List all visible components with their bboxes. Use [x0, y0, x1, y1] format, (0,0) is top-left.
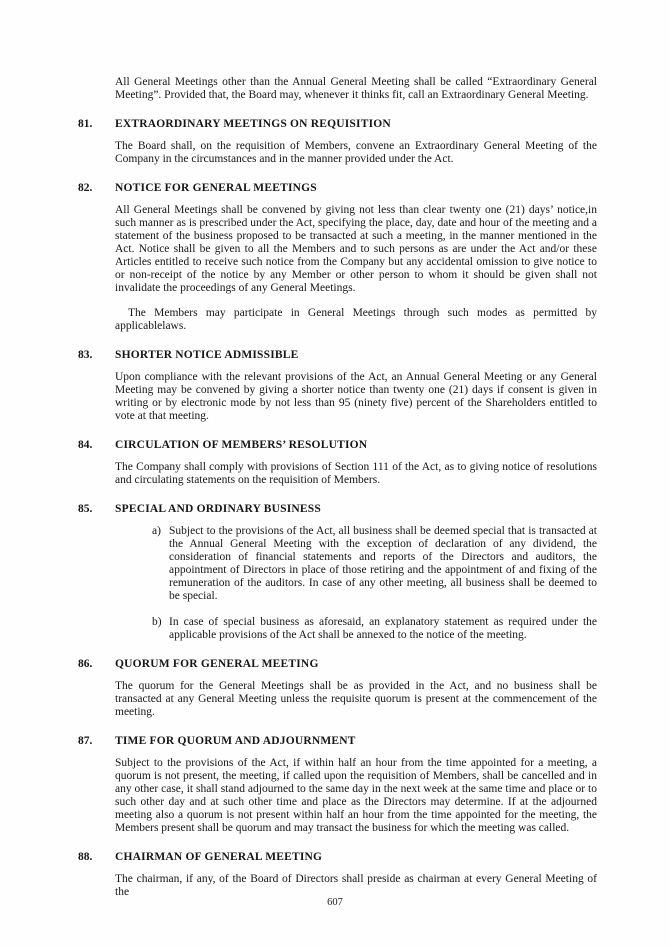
section-content	[115, 735, 597, 835]
section-number: 85.	[78, 503, 93, 515]
section-paragraph: The chairman, if any, of the Board of Directors shall preside as chairman at every General Meeting of the	[115, 873, 597, 898]
section-paragraph: The Company shall comply with provisions of Section 111 of the Act, as to giving notice of resolutions and circulating statements on the requisition of Members.	[115, 461, 597, 486]
section-87	[78, 735, 597, 835]
section-88	[78, 851, 597, 899]
section-81	[78, 118, 597, 166]
section-content	[115, 182, 597, 333]
section-heading: EXTRAORDINARY MEETINGS ON REQUISITION	[115, 118, 391, 130]
section-83	[78, 349, 597, 423]
section-paragraph: The Members may participate in General Meetings through such modes as permitted by applicablelaws.	[115, 307, 597, 332]
section-heading: QUORUM FOR GENERAL MEETING	[115, 658, 319, 670]
section-86	[78, 658, 597, 719]
list-item-text: Subject to the provisions of the Act, all business shall be deemed special that is transacted at the Annual General Meeting with the exception of declaration of any dividend, the consideration of financial statements and reports of the Directors and auditors, the appointment of Directors in place of those retiring and the appointment of and fixing of the remuneration of the auditors. In case of any other meeting, all business shall be deemed to be special.	[169, 525, 597, 602]
list-item-text: In case of special business as aforesaid, an explanatory statement as required under the applicable provisions of the Act shall be annexed to the notice of the meeting.	[169, 616, 597, 641]
section-paragraph: Upon compliance with the relevant provisions of the Act, an Annual General Meeting or any General Meeting may be convened by giving a shorter notice than twenty one (21) days if consent is given in writing or by electronic mode by not less than 95 (ninety five) percent of the Shareholders entitled to vote at that meeting.	[115, 371, 597, 422]
section-paragraph: All General Meetings shall be convened by giving not less than clear twenty one (21) days’ notice,in such manner as is prescribed under the Act, specifying the place, day, date and hour of the meeting and a statement of the business proposed to be transacted at such a meeting, in the manner mentioned in the Act. Notice shall be given to all the Members and to such persons as are under the Act and/or these Articles entitled to receive such notice from the Company but any accidental omission to give notice to or non-receipt of the notice by any Member or other person to whom it should be given shall not invalidate the proceedings of any General Meetings.	[115, 204, 597, 294]
section-heading: NOTICE FOR GENERAL MEETINGS	[115, 182, 317, 194]
list-item-a	[115, 525, 597, 603]
section-paragraph: The quorum for the General Meetings shall be as provided in the Act, and no business shall be transacted at any General Meeting unless the requisite quorum is present at the commencement of the meeting.	[115, 680, 597, 718]
section-number: 81.	[78, 118, 93, 130]
section-number: 83.	[78, 349, 93, 361]
section-content	[115, 503, 597, 642]
section-heading: TIME FOR QUORUM AND ADJOURNMENT	[115, 735, 356, 747]
section-heading: CIRCULATION OF MEMBERS’ RESOLUTION	[115, 439, 368, 451]
section-85	[78, 503, 597, 642]
section-content	[115, 658, 597, 719]
section-number: 86.	[78, 658, 93, 670]
section-content	[115, 851, 597, 899]
section-84	[78, 439, 597, 487]
section-heading: SHORTER NOTICE ADMISSIBLE	[115, 349, 299, 361]
intro-paragraph: All General Meetings other than the Annual General Meeting shall be called “Extraordinary General Meeting”. Provided that, the Board may, whenever it thinks fit, call an Extraordinary General Meeting.	[115, 76, 597, 101]
section-number: 88.	[78, 851, 93, 863]
page-number: 607	[327, 897, 343, 908]
list-item-b	[115, 616, 597, 642]
section-content	[115, 349, 597, 423]
section-number: 82.	[78, 182, 93, 194]
section-content	[115, 439, 597, 487]
section-heading: CHAIRMAN OF GENERAL MEETING	[115, 851, 323, 863]
section-82	[78, 182, 597, 333]
section-paragraph: Subject to the provisions of the Act, if within half an hour from the time appointed for a meeting, a quorum is not present, the meeting, if called upon the requisition of Members, shall be cancelled and in any other case, it shall stand adjourned to the same day in the next week at the same time and place or to such other day and at such other time and place as the Directors may determine. If at the adjourned meeting also a quorum is not present within half an hour from the time appointed for the meeting, the Members present shall be quorum and may transact the business for which the meeting was called.	[115, 757, 597, 834]
list-item-label: b)	[152, 616, 162, 628]
section-content	[115, 118, 597, 166]
section-number: 87.	[78, 735, 93, 747]
section-number: 84.	[78, 439, 93, 451]
list-item-label: a)	[152, 525, 161, 537]
section-paragraph: The Board shall, on the requisition of Members, convene an Extraordinary General Meeting of the Company in the circumstances and in the manner provided under the Act.	[115, 140, 597, 165]
section-heading: SPECIAL AND ORDINARY BUSINESS	[115, 503, 321, 515]
